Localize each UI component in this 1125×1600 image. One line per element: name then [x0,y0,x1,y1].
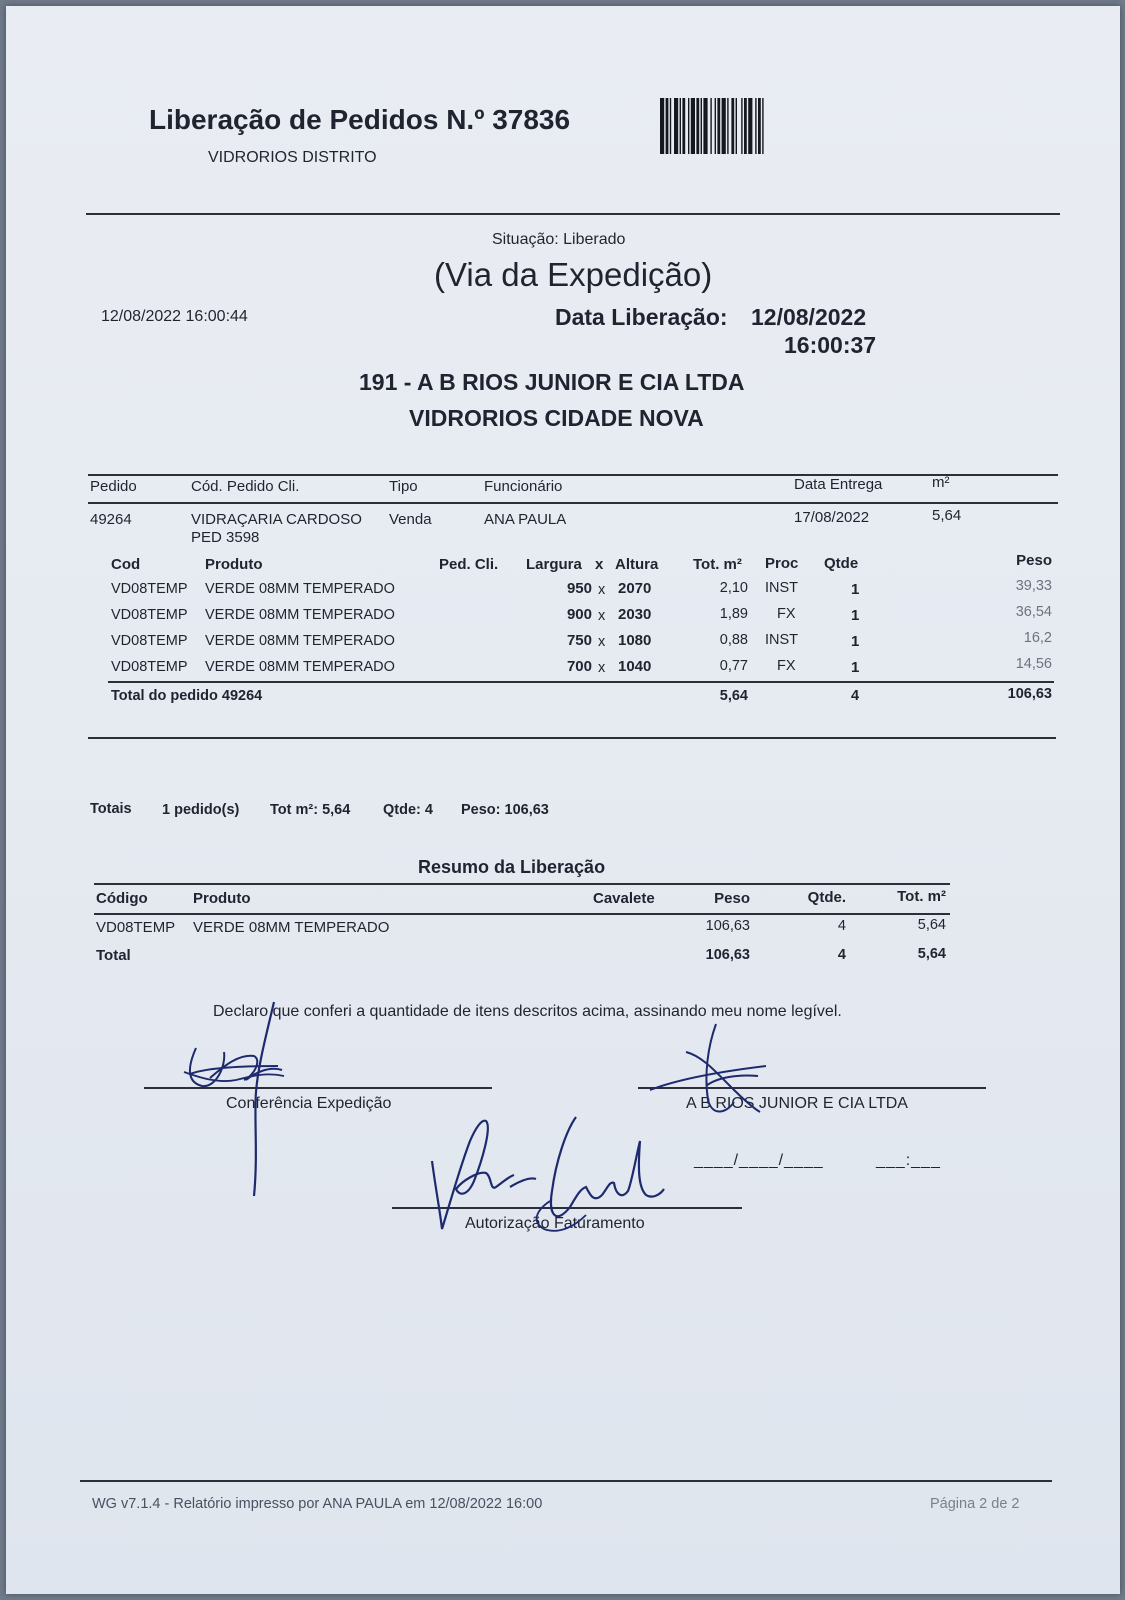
order-total-peso: 106,63 [1007,686,1052,702]
divider [80,1480,1052,1482]
item-tot-m2: 1,89 [719,606,748,622]
item-altura: 2070 [618,580,652,597]
item-peso: 14,56 [1015,656,1052,672]
items-col-largura: Largura [526,556,582,573]
item-tot-m2: 0,88 [719,632,748,648]
item-cod: VD08TEMP [111,633,188,649]
order-client-ref: PED 3598 [191,529,260,546]
order-m2: 5,64 [932,507,962,524]
totals-peso: Peso: 106,63 [461,802,549,818]
item-peso: 16,2 [1023,630,1052,646]
release-date-label: Data Liberação: [555,304,728,330]
summary-col-tot-m2: Tot. m² [897,888,946,905]
barcode-bar [736,98,737,154]
item-peso: 39,33 [1015,578,1052,594]
summary-total-label: Total [96,947,131,964]
col-funcionario: Funcionário [484,478,563,495]
item-proc: FX [777,606,796,622]
item-altura: 2030 [618,606,652,623]
item-proc: FX [777,658,796,674]
summary-col-qtde: Qtde. [807,889,846,906]
items-col-qtde: Qtde [824,555,859,572]
copy-type-title: (Via da Expedição) [434,256,713,293]
summary-total-peso: 106,63 [705,947,750,963]
barcode-bar [715,98,716,154]
handwritten-signature-1 [166,996,306,1206]
barcode-bar [670,98,671,154]
item-produto: VERDE 08MM TEMPERADO [205,633,395,649]
items-col-x: x [595,556,604,573]
barcode-bar [748,98,752,154]
item-largura: 700 [566,658,592,675]
barcode-bar [731,98,734,154]
item-altura: 1080 [618,632,652,649]
client-name: 191 - A B RIOS JUNIOR E CIA LTDA [359,369,745,395]
barcode-bar [703,98,707,154]
summary-title: Resumo da Liberação [418,857,606,877]
totals-orders: 1 pedido(s) [162,802,240,818]
barcode-bar [682,98,685,154]
barcode [660,98,834,154]
items-col-proc: Proc [765,555,799,572]
summary-col-peso: Peso [714,890,750,907]
summary-total-tot-m2: 5,64 [917,946,946,962]
barcode-bar [666,98,669,154]
handwritten-signature-2 [646,1016,786,1126]
item-x: x [598,608,606,624]
time-blank: ___:___ [876,1152,941,1169]
handwritten-signature-3 [426,1111,666,1241]
item-qtde: 1 [851,581,860,598]
company-signature-label: A B RIOS JUNIOR E CIA LTDA [686,1095,908,1112]
summary-tot-m2: 5,64 [917,917,946,933]
item-produto: VERDE 08MM TEMPERADO [205,659,395,675]
item-produto: VERDE 08MM TEMPERADO [205,607,395,623]
item-peso: 36,54 [1015,604,1052,620]
item-qtde: 1 [851,633,860,650]
order-total-qtde: 4 [851,688,860,704]
barcode-bar [674,98,678,154]
divider [88,737,1056,739]
col-cod-pedido-cli: Cód. Pedido Cli. [191,478,300,495]
order-type: Venda [389,511,432,528]
barcode-bar [701,98,702,154]
items-col-cod: Cod [111,556,141,573]
summary-col-cavalete: Cavalete [593,890,655,907]
divider [94,913,950,915]
company-subtitle: VIDRORIOS DISTRITO [208,149,377,166]
document-title: Liberação de Pedidos N.º 37836 [149,104,571,135]
items-col-peso: Peso [1016,552,1052,569]
barcode-bar [680,98,681,154]
footer-report-info: WG v7.1.4 - Relatório impresso por ANA PAULA em 12/08/2022 16:00 [92,1496,543,1512]
item-altura: 1040 [618,658,652,675]
totals-qtde: Qtde: 4 [383,802,433,818]
divider [88,474,1058,476]
barcode-bar [744,98,747,154]
col-pedido: Pedido [90,478,137,495]
barcode-bar [722,98,726,154]
col-data-entrega: Data Entrega [794,476,883,493]
items-col-ped-cli: Ped. Cli. [439,556,499,573]
totals-label: Totais [90,801,132,817]
summary-produto: VERDE 08MM TEMPERADO [193,919,390,936]
item-largura: 750 [566,632,592,649]
barcode-bar [727,98,728,154]
item-cod: VD08TEMP [111,607,188,623]
summary-qtde: 4 [837,918,846,934]
order-number: 49264 [90,511,132,528]
barcode-bar [696,98,699,154]
autorizacao-label: Autorização Faturamento [465,1215,645,1232]
date-blank: ____/____/____ [694,1152,824,1169]
item-cod: VD08TEMP [111,659,188,675]
divider [108,681,1054,683]
item-qtde: 1 [851,659,860,676]
item-largura: 950 [566,580,592,597]
release-date: 12/08/2022 [751,304,867,330]
item-qtde: 1 [851,607,860,624]
barcode-bar [741,98,742,154]
barcode-bar [755,98,756,154]
summary-col-codigo: Código [96,890,148,907]
barcode-bar [660,98,664,154]
barcode-bar [758,98,761,154]
items-col-tot-m2: Tot. m² [693,556,742,573]
summary-peso: 106,63 [705,918,750,934]
col-m2: m² [932,474,950,491]
items-col-produto: Produto [205,556,263,573]
item-x: x [598,582,606,598]
barcode-bar [688,98,689,154]
item-proc: INST [765,580,799,596]
order-total-m2: 5,64 [719,688,748,704]
item-cod: VD08TEMP [111,581,188,597]
divider [88,502,1058,504]
summary-col-produto: Produto [193,890,251,907]
item-proc: INST [765,632,799,648]
release-time: 16:00:37 [784,332,877,358]
client-store: VIDRORIOS CIDADE NOVA [409,405,704,431]
barcode-bar [691,98,695,154]
barcode-bar [710,98,711,154]
item-tot-m2: 2,10 [719,580,748,596]
order-client-code: VIDRAÇARIA CARDOSO [191,511,362,528]
page-number: Página 2 de 2 [930,1496,1020,1512]
order-employee: ANA PAULA [484,511,567,528]
item-x: x [598,634,606,650]
summary-total-qtde: 4 [837,947,846,963]
print-datetime: 12/08/2022 16:00:44 [101,308,248,325]
item-tot-m2: 0,77 [719,658,748,674]
item-produto: VERDE 08MM TEMPERADO [205,581,395,597]
item-largura: 900 [566,606,592,623]
barcode-bar [717,98,720,154]
order-delivery-date: 17/08/2022 [794,509,870,526]
divider [94,883,950,885]
summary-codigo: VD08TEMP [96,919,176,936]
items-col-altura: Altura [615,556,659,573]
barcode-bar [762,98,763,154]
status-text: Situação: Liberado [492,231,626,248]
order-total-label: Total do pedido 49264 [111,688,263,704]
totals-m2: Tot m²: 5,64 [270,802,351,818]
col-tipo: Tipo [389,478,418,495]
document-page [6,6,1120,1594]
divider [86,213,1060,215]
conferencia-label: Conferência Expedição [226,1095,392,1112]
declaration-text: Declaro que conferi a quantidade de itens descritos acima, assinando meu nome legível. [213,1003,842,1020]
item-x: x [598,660,606,676]
